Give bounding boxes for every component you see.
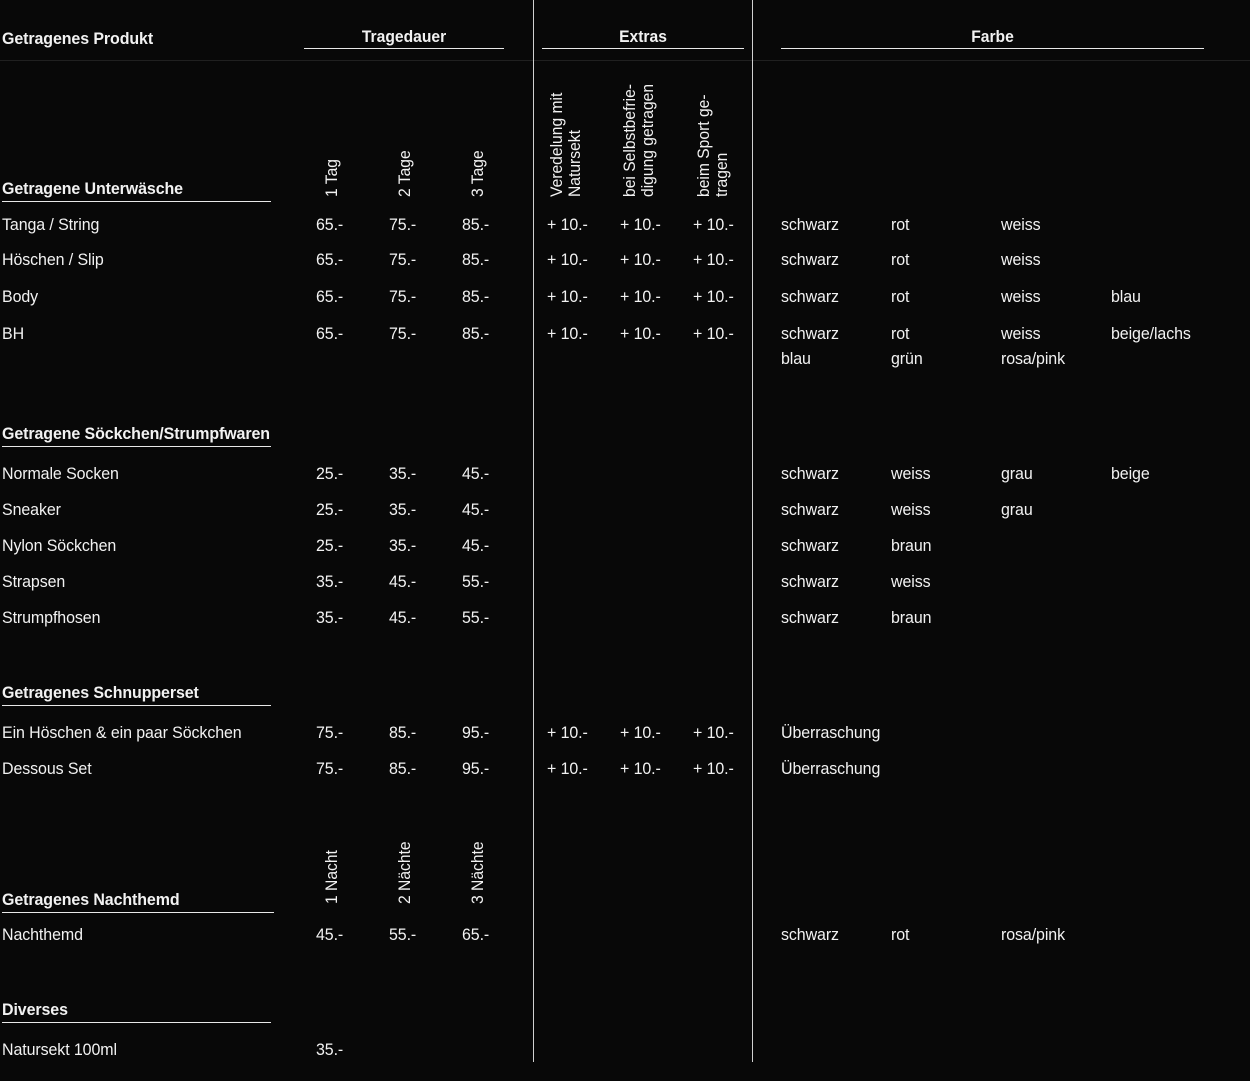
extras-label-sport: [695, 50, 731, 197]
price-2-days: 35.-: [389, 536, 417, 555]
color-option: braun: [891, 536, 932, 555]
duration-label-2: 2 Tage: [395, 150, 414, 197]
extra-sport: + 10.-: [693, 250, 734, 269]
price-1-day: 65.-: [316, 287, 344, 306]
price-3-days: 95.-: [462, 723, 490, 742]
color-option: rot: [891, 215, 910, 234]
extra-natursekt: + 10.-: [547, 287, 588, 306]
section-title-underwear: Getragene Unterwäsche: [2, 179, 183, 198]
price-2-days: 75.-: [389, 215, 417, 234]
product-name: Ein Höschen & ein paar Söckchen: [2, 723, 242, 742]
price-3-days: 45.-: [462, 500, 490, 519]
header-color-underline: [781, 48, 1204, 49]
price-1-day: 25.-: [316, 536, 344, 555]
product-name: Nachthemd: [2, 925, 83, 944]
price-3-days: 45.-: [462, 464, 490, 483]
price-3-days: 85.-: [462, 324, 490, 343]
extras-label-line: Natursekt: [565, 130, 584, 197]
color-option: grün: [891, 349, 923, 368]
header-product: Getragenes Produkt: [2, 29, 154, 48]
color-option: rosa/pink: [1001, 349, 1066, 368]
color-option: rot: [891, 250, 910, 269]
price-3-days: 45.-: [462, 536, 490, 555]
header-extras: Extras: [619, 27, 667, 46]
price-1-day: 25.-: [316, 500, 344, 519]
extra-selbstbefriedigung: + 10.-: [620, 759, 661, 778]
extra-selbstbefriedigung: + 10.-: [620, 723, 661, 742]
price-2-days: 45.-: [389, 572, 417, 591]
color-option: Überraschung: [781, 723, 881, 742]
section-underline: [2, 705, 271, 706]
price-1-day: 75.-: [316, 723, 344, 742]
section-title-misc: Diverses: [2, 1000, 68, 1019]
price-2-days: 35.-: [389, 464, 417, 483]
product-name: Normale Socken: [2, 464, 119, 483]
price-3-days: 85.-: [462, 287, 490, 306]
extras-label-line: digung getragen: [638, 83, 657, 197]
night-label-2: 2 Nächte: [395, 841, 414, 904]
header-duration: Tragedauer: [361, 27, 447, 46]
color-option: Überraschung: [781, 759, 881, 778]
price-1-day: 25.-: [316, 464, 344, 483]
price-1-day: 65.-: [316, 250, 344, 269]
color-option: rot: [891, 324, 910, 343]
product-name: Strapsen: [2, 572, 66, 591]
extras-label-line: tragen: [712, 152, 731, 197]
section-underline: [2, 1022, 271, 1023]
column-divider-color: [752, 0, 753, 1062]
color-option: weiss: [891, 464, 931, 483]
extra-selbstbefriedigung: + 10.-: [620, 215, 661, 234]
price-1-day: 35.-: [316, 608, 344, 627]
price: 35.-: [316, 1040, 344, 1059]
section-underline: [2, 912, 274, 913]
product-name: Strumpfhosen: [2, 608, 101, 627]
color-option: rot: [891, 925, 910, 944]
product-name: Nylon Söckchen: [2, 536, 117, 555]
extra-sport: + 10.-: [693, 324, 734, 343]
extras-label-line: bei Selbstbefrie-: [620, 83, 639, 197]
extra-sport: + 10.-: [693, 215, 734, 234]
color-option: blau: [1111, 287, 1141, 306]
color-option: schwarz: [781, 287, 839, 306]
header-color: Farbe: [971, 27, 1014, 46]
price-2-days: 75.-: [389, 287, 417, 306]
extras-label-line: beim Sport ge-: [694, 94, 713, 197]
color-option: schwarz: [781, 925, 839, 944]
extra-sport: + 10.-: [693, 723, 734, 742]
extra-natursekt: + 10.-: [547, 215, 588, 234]
section-title-sampler: Getragenes Schnupperset: [2, 683, 199, 702]
price-1-day: 65.-: [316, 324, 344, 343]
price-3-days: 55.-: [462, 572, 490, 591]
price-2-days: 75.-: [389, 324, 417, 343]
product-name: Natursekt 100ml: [2, 1040, 117, 1059]
extra-selbstbefriedigung: + 10.-: [620, 287, 661, 306]
product-name: Tanga / String: [2, 215, 100, 234]
night-label-3: 3 Nächte: [468, 841, 487, 904]
price-3-days: 55.-: [462, 608, 490, 627]
color-option: schwarz: [781, 608, 839, 627]
night-label-1: 1 Nacht: [322, 850, 341, 904]
section-title-nightgown: Getragenes Nachthemd: [2, 890, 180, 909]
color-option: rosa/pink: [1001, 925, 1066, 944]
color-option: weiss: [891, 572, 931, 591]
color-option: beige/lachs: [1111, 324, 1191, 343]
price-3-nights: 65.-: [462, 925, 490, 944]
price-2-days: 45.-: [389, 608, 417, 627]
color-option: schwarz: [781, 464, 839, 483]
section-underline: [2, 201, 271, 202]
extra-sport: + 10.-: [693, 287, 734, 306]
price-2-days: 35.-: [389, 500, 417, 519]
extra-natursekt: + 10.-: [547, 723, 588, 742]
section-title-socks: Getragene Söckchen/Strumpfwaren: [2, 424, 270, 443]
price-3-days: 85.-: [462, 215, 490, 234]
color-option: schwarz: [781, 215, 839, 234]
price-2-days: 85.-: [389, 759, 417, 778]
duration-label-1: 1 Tag: [322, 159, 341, 197]
extra-natursekt: + 10.-: [547, 759, 588, 778]
extra-selbstbefriedigung: + 10.-: [620, 324, 661, 343]
price-2-days: 75.-: [389, 250, 417, 269]
product-name: BH: [2, 324, 25, 343]
color-option: rot: [891, 287, 910, 306]
color-option: grau: [1001, 500, 1033, 519]
color-option: weiss: [1001, 324, 1041, 343]
extras-label-selbstbefriedigung: [621, 50, 657, 197]
section-underline: [2, 446, 271, 447]
extras-label-natursekt: [548, 50, 584, 197]
color-option: schwarz: [781, 536, 839, 555]
price-2-nights: 55.-: [389, 925, 417, 944]
price-3-days: 95.-: [462, 759, 490, 778]
extra-natursekt: + 10.-: [547, 324, 588, 343]
price-2-days: 85.-: [389, 723, 417, 742]
color-option: schwarz: [781, 500, 839, 519]
extra-selbstbefriedigung: + 10.-: [620, 250, 661, 269]
color-option: schwarz: [781, 250, 839, 269]
price-3-days: 85.-: [462, 250, 490, 269]
product-name: Sneaker: [2, 500, 61, 519]
price-1-day: 65.-: [316, 215, 344, 234]
column-divider-extras: [533, 0, 534, 1062]
price-1-day: 35.-: [316, 572, 344, 591]
extra-sport: + 10.-: [693, 759, 734, 778]
price-1-night: 45.-: [316, 925, 344, 944]
color-option: schwarz: [781, 572, 839, 591]
price-1-day: 75.-: [316, 759, 344, 778]
color-option: weiss: [1001, 215, 1041, 234]
extras-label-line: Veredelung mit: [547, 92, 566, 197]
product-name: Dessous Set: [2, 759, 92, 778]
color-option: weiss: [1001, 287, 1041, 306]
color-option: weiss: [1001, 250, 1041, 269]
color-option: beige: [1111, 464, 1150, 483]
product-name: Body: [2, 287, 39, 306]
color-option: grau: [1001, 464, 1033, 483]
color-option: schwarz: [781, 324, 839, 343]
extra-natursekt: + 10.-: [547, 250, 588, 269]
color-option: braun: [891, 608, 932, 627]
duration-label-3: 3 Tage: [468, 150, 487, 197]
color-option: weiss: [891, 500, 931, 519]
product-name: Höschen / Slip: [2, 250, 104, 269]
color-option: blau: [781, 349, 811, 368]
